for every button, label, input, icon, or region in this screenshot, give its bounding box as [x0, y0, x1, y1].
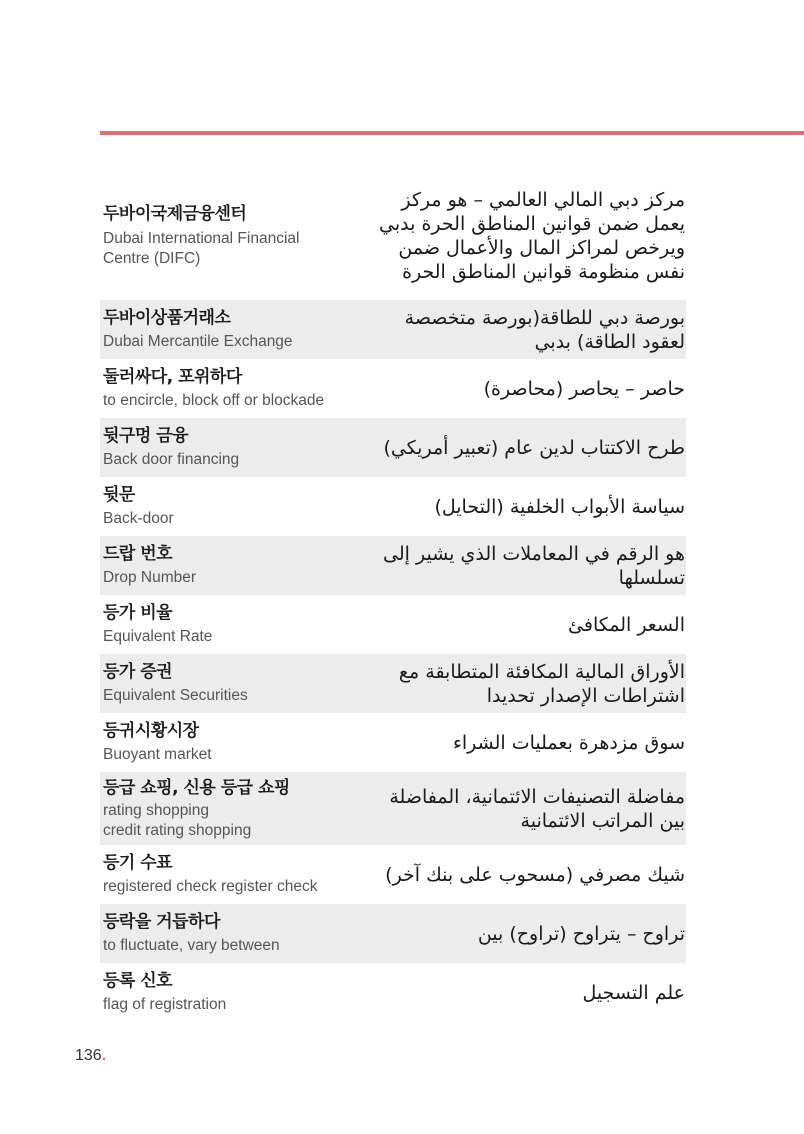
- english-term: registered check register check: [103, 878, 318, 895]
- top-accent-rule: [100, 131, 804, 135]
- glossary-row: [100, 654, 686, 713]
- korean-term: 등락을 거듭하다: [103, 912, 220, 932]
- page-number: [75, 1047, 106, 1065]
- korean-term: 두바이상품거래소: [103, 308, 231, 328]
- korean-term: 등가 비율: [103, 603, 173, 623]
- glossary-row: [100, 536, 686, 595]
- arabic-term: بورصة دبي للطاقة(بورصة متخصصة لعقود الطاقة) بدبي: [404, 306, 685, 353]
- english-term: rating shopping: [103, 801, 209, 819]
- glossary-row: [100, 172, 686, 300]
- korean-term: 드랍 번호: [103, 544, 173, 564]
- arabic-term: مفاضلة التصنيفات الائتمانية، المفاضلة بين المراتب الائتمانية: [389, 785, 685, 832]
- arabic-term: تراوح – يتراوح (تراوح) بين: [477, 922, 685, 945]
- english-term: flag of registration: [103, 996, 227, 1013]
- arabic-term: السعر المكافئ: [568, 613, 685, 636]
- arabic-term: شيك مصرفي (مسحوب على بنك آخر): [385, 863, 685, 886]
- english-term: Back door financing: [103, 451, 240, 468]
- english-term: Buoyant market: [103, 746, 212, 763]
- glossary-table: [100, 172, 686, 1022]
- arabic-term: سوق مزدهرة بعمليات الشراء: [452, 731, 685, 754]
- english-term: Equivalent Securities: [103, 687, 248, 704]
- korean-term: 등기 수표: [103, 853, 173, 873]
- korean-term: 등급 쇼핑, 신용 등급 쇼핑: [103, 777, 290, 798]
- page-number-text: 136: [75, 1047, 102, 1064]
- arabic-term: مركز دبي المالي العالمي – هو مركز يعمل ضمن قوانين المناطق الحرة بدبي ويرخص لمراكز المال والأعمال ضمن نفس منظومة قوانين المناطق الحرة: [379, 189, 685, 283]
- glossary-row: [100, 904, 686, 963]
- english-term: Back-door: [103, 510, 174, 527]
- korean-term: 두바이국제금융센터: [103, 204, 247, 224]
- english-term: Dubai International Financial: [103, 230, 300, 247]
- english-term: Equivalent Rate: [103, 628, 213, 645]
- arabic-term: حاصر – يحاصر (محاصرة): [483, 377, 685, 400]
- arabic-term: سياسة الأبواب الخلفية (التحايل): [434, 495, 685, 518]
- glossary-row: [100, 300, 686, 359]
- korean-term: 둘러싸다, 포위하다: [103, 367, 242, 387]
- english-term: Drop Number: [103, 569, 197, 586]
- english-term: Dubai Mercantile Exchange: [103, 333, 293, 350]
- glossary-row: [100, 845, 686, 904]
- korean-term: 등록 신호: [103, 971, 173, 991]
- korean-term: 뒷구멍 금융: [103, 426, 189, 446]
- arabic-term: علم التسجيل: [582, 981, 685, 1004]
- arabic-term: الأوراق المالية المكافئة المتطابقة مع اشتراطات الإصدار تحديدا: [398, 660, 685, 707]
- glossary-row: [100, 418, 686, 477]
- english-term: to encircle, block off or blockade: [103, 392, 325, 409]
- korean-term: 등귀시황시장: [103, 721, 199, 741]
- english-term: to fluctuate, vary between: [103, 937, 280, 954]
- english-term: credit rating shopping: [103, 821, 252, 839]
- glossary-row: [100, 595, 686, 654]
- korean-term: 등가 증권: [103, 662, 173, 682]
- glossary-row: [100, 713, 686, 772]
- glossary-row: [100, 359, 686, 418]
- glossary-row: [100, 477, 686, 536]
- glossary-row: [100, 772, 686, 845]
- english-term: Centre (DIFC): [103, 250, 201, 267]
- arabic-term: طرح الاكتتاب لدين عام (تعبير أمريكي): [383, 436, 685, 459]
- glossary-row: [100, 963, 686, 1022]
- korean-term: 뒷문: [103, 485, 135, 505]
- arabic-term: هو الرقم في المعاملات الذي يشير إلى تسلسلها: [383, 542, 685, 589]
- page-number-dot: .: [101, 1047, 107, 1064]
